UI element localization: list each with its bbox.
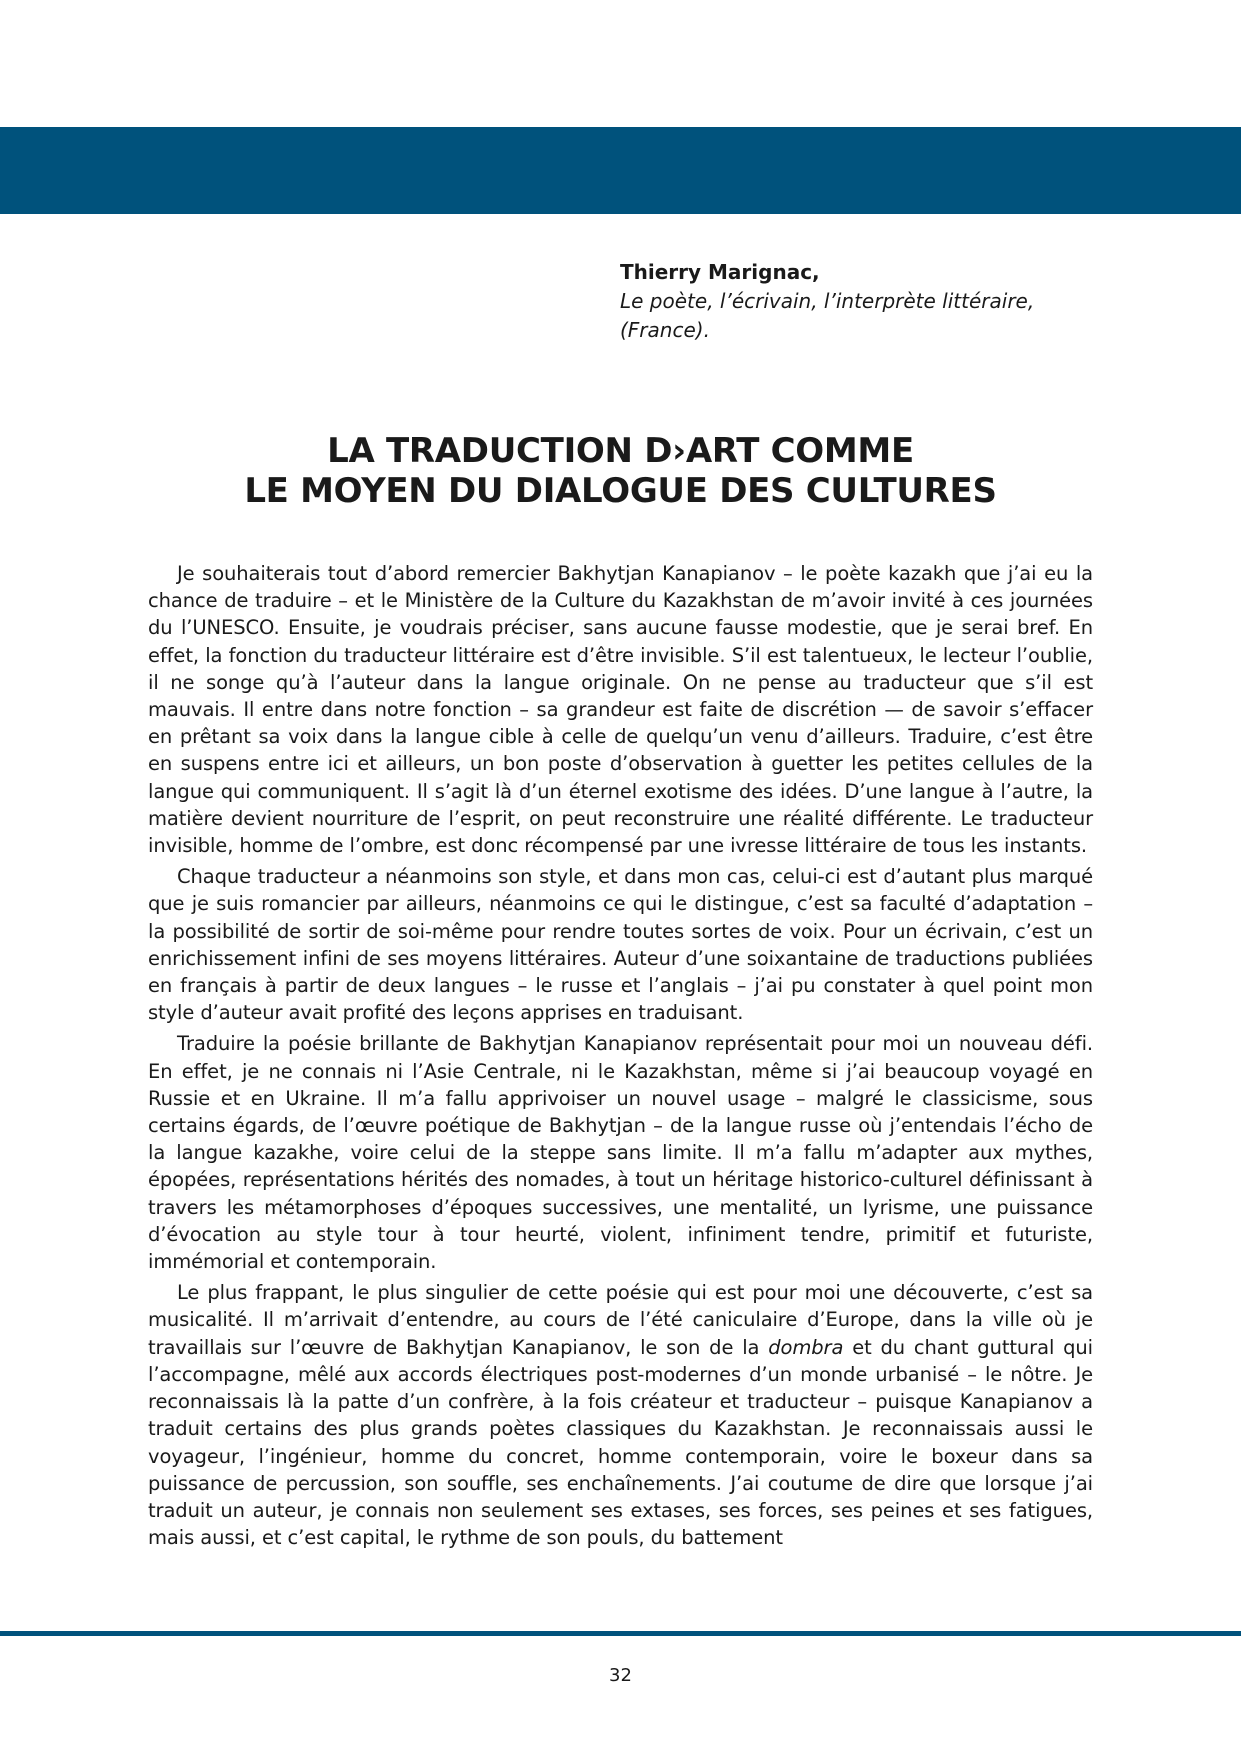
author-block — [620, 258, 1120, 345]
paragraph-4 — [148, 1279, 1093, 1551]
title-line-2: LE MOYEN DU DIALOGUE DES CULTURES — [244, 471, 997, 511]
article-title — [148, 431, 1093, 511]
paragraph-1: Je souhaiterais tout d’abord remercier Bakhytjan Kanapianov – le poète kazakh que j’ai eu la chance de traduire – et le Ministère de la Culture du Kazakhstan de m’avoir invité à ces journées du l’UNESCO. Ensuite, je voudrais préciser, sans aucune fausse modestie, que je serai bref. En effet, la fonction du traducteur littéraire est d’être invisible. S’il est talentueux, le lecteur l’oublie, il ne songe qu’à l’auteur dans la langue originale. On ne pense au traducteur que s’il est mauvais. Il entre dans notre fonction – sa grandeur est faite de discrétion — de savoir s’effacer en prêtant sa voix dans la langue cible à celle de quelqu’un venu d’ailleurs. Traduire, c’est être en suspens entre ici et ailleurs, un bon poste d’observation à guetter les petites cellules de la langue qui communiquent. Il s’agit là d’un éternel exotisme des idées. D’une langue à l’autre, la matière devient nourriture de l’esprit, on peut reconstruire une réalité différente. Le traducteur invisible, homme de l’ombre, est donc récompensé par une ivresse littéraire de tous les instants. — [148, 562, 1093, 858]
title-line-1: LA TRADUCTION D›ART COMME — [327, 431, 914, 471]
header-band — [0, 127, 1241, 214]
paragraph-4-text-after: et du chant guttural qui l’accompagne, mêlé aux accords électriques post-modernes d’un monde urbanisé – le nôtre. Je reconnaissais là la patte d’un confrère, à la fois créateur et traducteur – puisque Kanapianov a traduit certains des plus grands poètes classiques du Kazakhstan. Je reconnaissais aussi le voyageur, l’ingénieur, homme du concret, homme contemporain, voire le boxeur dans sa puissance de percussion, son souffle, ses enchaînements. J’ai coutume de dire que lorsque j’ai traduit un auteur, je connais non seulement ses extases, ses forces, ses peines et ses fatigues, mais aussi, et c’est capital, le rythme de son pouls, du battement — [148, 1335, 1093, 1550]
article-body — [148, 560, 1093, 1555]
paragraph-3: Traduire la poésie brillante de Bakhytjan Kanapianov représentait pour moi un nouveau défi. En effet, je ne connais ni l’Asie Centrale, ni le Kazakhstan, même si j’ai beaucoup voyagé en Russie et en Ukraine. Il m’a fallu apprivoiser un nouvel usage – malgré le classicisme, sous certains égards, de l’œuvre poétique de Bakhytjan – de la langue russe où j’entendais l’écho de la langue kazakhe, voire celui de la steppe sans limite. Il m’a fallu m’adapter aux mythes, épopées, représentations hérités des nomades, à tout un héritage historico-culturel définissant à travers les métamorphoses d’époques successives, une mentalité, un lyrisme, une puissance d’évocation au style tour à tour heurté, violent, infiniment tendre, primitif et futuriste, immémorial et contemporain. — [148, 1032, 1093, 1274]
paragraph-4-text-before: Le plus frappant, le plus singulier de cette poésie qui est pour moi une découverte, c’est sa musicalité. Il m’arrivait d’entendre, au cours de l’été caniculaire d’Europe, dans la ville où je travaillais sur l’œuvre de Bakhytjan Kanapianov, le son de la — [148, 1281, 1093, 1359]
paragraph-2: Chaque traducteur a néanmoins son style, et dans mon cas, celui-ci est d’autant plus marqué que je suis romancier par ailleurs, néanmoins ce qui le distingue, c’est sa faculté d’adaptation – la possibilité de sortir de soi-même pour rendre toutes sortes de voix. Pour un écrivain, c’est un enrichissement infini de ses moyens littéraires. Auteur d’une soixantaine de traductions publiées en français à partir de deux langues – le russe et l’anglais – j’ai pu constater à quel point mon style d’auteur avait profité des leçons apprises en traduisant. — [148, 865, 1093, 1025]
dombra-term: dombra — [768, 1335, 844, 1359]
author-country: (France). — [620, 318, 710, 342]
page-number: 32 — [609, 1665, 632, 1686]
footer-rule — [0, 1631, 1241, 1636]
author-role: Le poète, l’écrivain, l’interprète littéraire, — [620, 289, 1035, 313]
author-name: Thierry Marignac, — [620, 260, 820, 284]
